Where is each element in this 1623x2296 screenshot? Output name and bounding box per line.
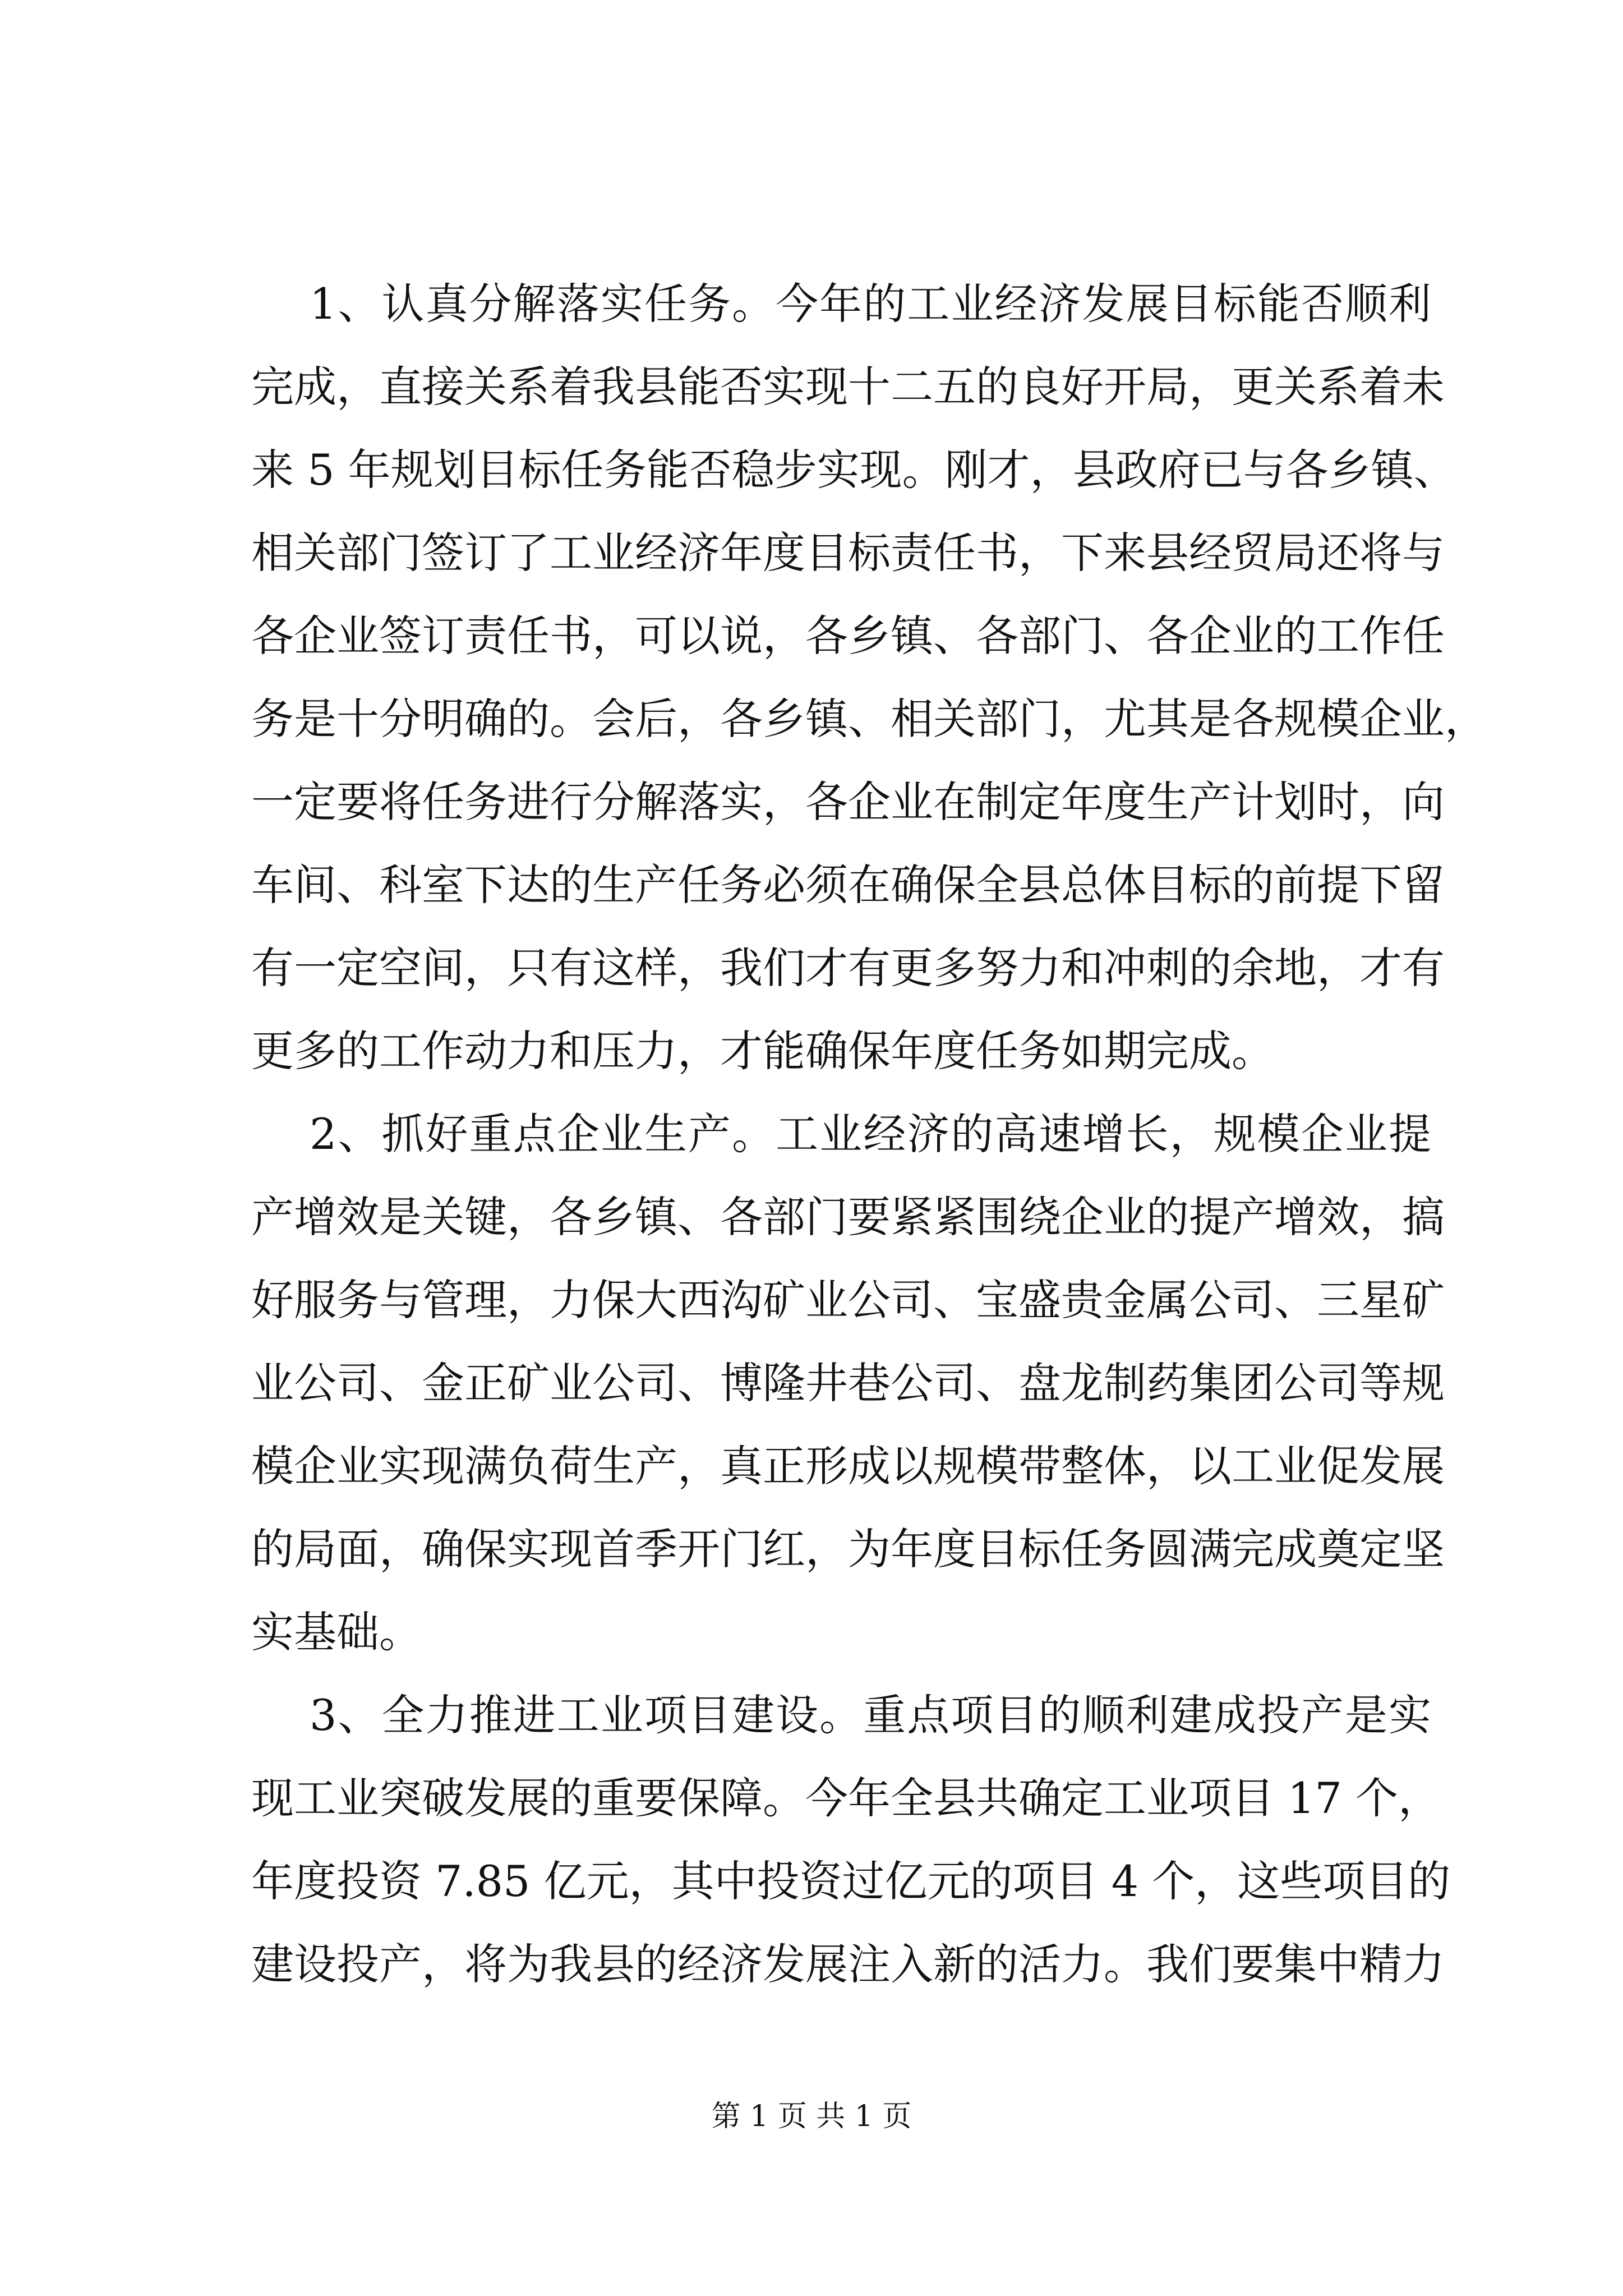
paragraph-line: 各企业签订责任书，可以说，各乡镇、各部门、各企业的工作任 [251,611,1445,661]
paragraph-line: 的局面，确保实现首季开门红，为年度目标任务圆满完成奠定坚 [251,1524,1445,1574]
paragraph-line: 有一定空间，只有这样，我们才有更多努力和冲刺的余地，才有 [251,943,1445,993]
paragraph-line: 务是十分明确的。会后，各乡镇、相关部门，尤其是各规模企业， [251,694,1487,744]
paragraph-2 [251,1093,1445,1674]
paragraph-line: 模企业实现满负荷生产，真正形成以规模带整体，以工业促发展 [251,1441,1445,1491]
paragraph-line: 好服务与管理，力保大西沟矿业公司、宝盛贵金属公司、三星矿 [251,1275,1445,1325]
paragraph-line: 年度投资 7.85 亿元，其中投资过亿元的项目 4 个，这些项目的 [251,1856,1451,1906]
paragraph-line: 业公司、金正矿业公司、博隆井巷公司、盘龙制药集团公司等规 [251,1358,1445,1408]
paragraph-line: 车间、科室下达的生产任务必须在确保全县总体目标的前提下留 [251,860,1445,910]
paragraph-line: 来 5 年规划目标任务能否稳步实现。刚才，县政府已与各乡镇、 [251,445,1456,495]
paragraph-line: 一定要将任务进行分解落实，各企业在制定年度生产计划时，向 [251,777,1445,827]
paragraph-line: 3、全力推进工业项目建设。重点项目的顺利建成投产是实 [310,1690,1431,1740]
paragraph-line: 1、认真分解落实任务。今年的工业经济发展目标能否顺利 [310,279,1431,329]
paragraph-line: 更多的工作动力和压力，才能确保年度任务如期完成。 [251,1026,1274,1076]
paragraph-line: 现工业突破发展的重要保障。今年全县共确定工业项目 17 个， [251,1773,1441,1823]
page-footer: 第 1 页 共 1 页 [711,2100,912,2133]
paragraph-line: 产增效是关键，各乡镇、各部门要紧紧围绕企业的提产增效，搞 [251,1192,1445,1242]
paragraph-line: 建设投产，将为我县的经济发展注入新的活力。我们要集中精力 [251,1939,1445,1989]
paragraph-line: 2、抓好重点企业生产。工业经济的高速增长，规模企业提 [310,1109,1431,1159]
paragraph-line: 实基础。 [251,1607,422,1657]
paragraph-line: 相关部门签订了工业经济年度目标责任书，下来县经贸局还将与 [251,528,1445,578]
document-body [251,263,1487,2006]
paragraph-3 [251,1674,1451,2006]
paragraph-1 [251,263,1487,1093]
paragraph-line: 完成，直接关系着我县能否实现十二五的良好开局，更关系着未 [251,362,1445,412]
